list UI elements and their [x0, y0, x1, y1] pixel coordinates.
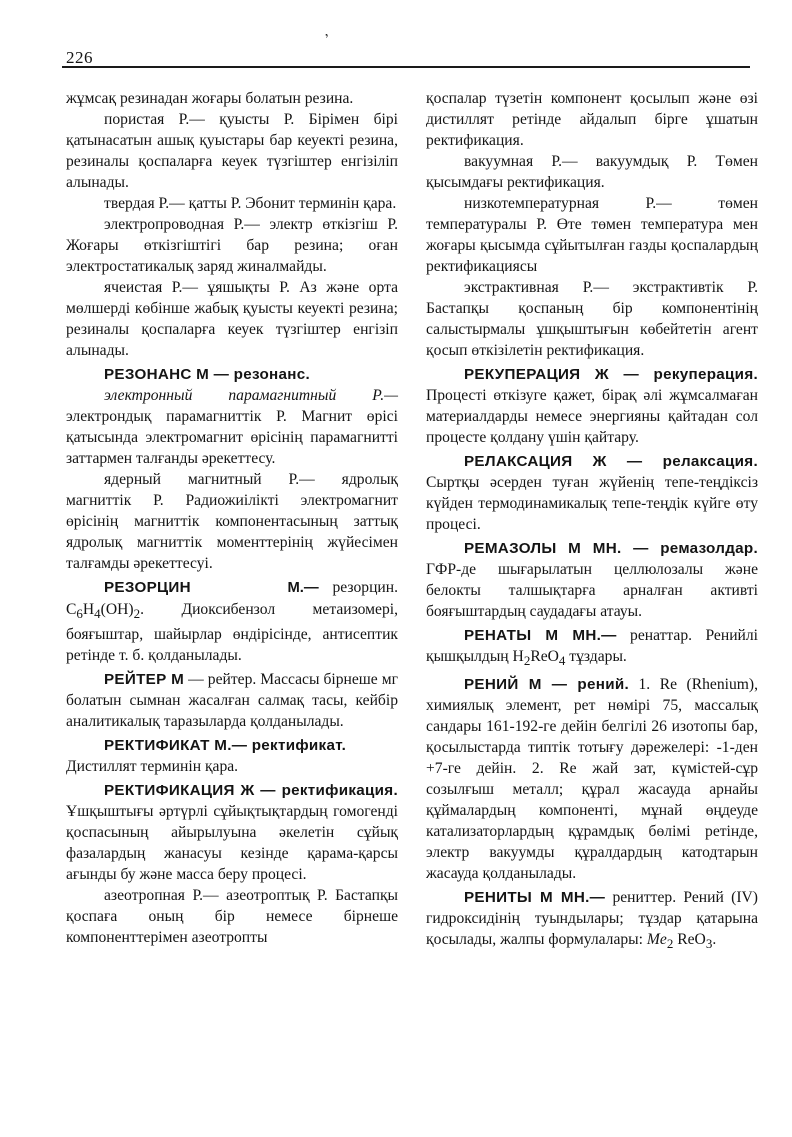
definition: ұяшықты Р. Аз және орта мөлшерді көбінше жабық қуысты кеуекті резина; резиналы қоспаларға кеуек түзгіштер енгізіп алынады.: [66, 279, 398, 359]
definition: .: [712, 931, 717, 949]
formula-subscript: 3: [705, 936, 713, 952]
definition: электрондық парамагниттік Р. Магнит өрісі қатысында электромагнит өрісінің парамагнитті заттармен талғанды әрекеттесу.: [66, 408, 398, 467]
headword: РЕКТИФИКАТ М.— ректификат.: [104, 737, 347, 755]
entry-text: қоспалар түзетін компонент қосылып және өзі дистиллят ретінде айдалып бірге ұшатын ректификация.: [426, 90, 758, 149]
left-column: [66, 88, 398, 948]
headword: РЕЙТЕР М: [104, 671, 185, 689]
definition: Процесті өткізуге қажет, бірақ әлі жұмсалмаған материалдарды немесе энергияны қайтадан сол процесте қолдану үшін қайтару.: [426, 387, 758, 446]
definition: рениттер. Рений (IV) гидроксидінің туындылары; тұздар қатарына қосылады, жалпы формулалары:: [426, 889, 758, 949]
entry-remazoly: [426, 538, 758, 622]
entry-reiter: [66, 669, 398, 732]
header-rule: [62, 66, 750, 68]
russian-term: твердая Р.—: [104, 195, 185, 212]
headword: РЕКУПЕРАЦИЯ Ж — рекуперация.: [464, 366, 758, 383]
definition: азеотроптық Р. Бастапқы қоспаға оның бір немесе бірнеше компоненттерімен азеотропты: [66, 887, 398, 947]
entry-renaty: [426, 625, 758, 671]
formula-part: ReO: [530, 648, 559, 665]
headword: РЕНАТЫ М МН.—: [464, 627, 617, 644]
russian-term: вакуумная Р.—: [464, 153, 578, 170]
subentry-vacuum: [426, 151, 758, 193]
headword: РЕЗОНАНС М — резонанс.: [104, 366, 310, 383]
russian-term: экстрактивная Р.—: [464, 279, 609, 296]
headword: РЕМАЗОЛЫ М МН. — ремазолдар.: [464, 540, 758, 557]
definition: төмен температуралы Р. Өте төмен температура мен жоғары қысымда сұйытылған газды қоспалардың ректификациясы: [426, 195, 758, 275]
russian-term: электропроводная Р.—: [104, 216, 260, 233]
formula-part: (OH): [100, 601, 134, 618]
definition: ренаттар. Ренийлі қышқылдың H: [426, 627, 758, 665]
definition: тұздары.: [565, 648, 627, 665]
subentry-conductive: [66, 214, 398, 277]
subentry-cellular: [66, 277, 398, 361]
definition: электр өткізгіш Р. Жоғары өткізгіштігі бар резина; оған электростатикалық заряд жиналмайды.: [66, 216, 398, 275]
entry-text: жұмсақ резинадан жоғары болатын резина.: [66, 90, 354, 107]
russian-term: пористая Р.—: [104, 111, 205, 128]
formula-subscript: 2: [133, 606, 141, 622]
definition: экстрактивтік Р. Бастапқы қоспаның бір компонентінің салыстырмалы ұшқыштығын көбейтетін агент қосып өткізілетін ректификация.: [426, 279, 758, 359]
subentry-lowtemp: [426, 193, 758, 277]
entry-reniy: [426, 674, 758, 884]
subentry-nmr: [66, 469, 398, 574]
headword: РЕЗОРЦИН: [104, 579, 191, 596]
definition: — рейтер. Массасы бірнеше мг болатын сымнан жасалған салмақ тасы, кейбір аналитикалық таразыларда қолданылады.: [66, 671, 399, 731]
subentry-hard: [66, 193, 398, 214]
formula-part: ReO: [673, 931, 706, 949]
entry-relaksaciya: [426, 451, 758, 535]
formula-subscript: 4: [558, 653, 566, 669]
definition: Сыртқы әсерден туған жүйенің тепе-теңдіксіз күйден термодинамикалық тепе-теңдік күйге өту процесі.: [426, 474, 758, 533]
russian-term: низкотемпературная Р.—: [464, 195, 672, 212]
grammar-label: М.—: [287, 580, 319, 596]
definition: Ұшқыштығы әртүрлі сұйықтықтардың гомогенді қоспасының айырылуына әкелетін сұйық фазалардың жанасуы кезінде қарама-қарсы ағынды бу және масса беру процесі.: [66, 803, 398, 884]
definition: ядролық магниттік Р. Радиожиілікті электромагнит өрісінің магниттік компонентасының заттық ядролық магниттік моменттерінің жүйесімен талғамды әрекеттесуі.: [66, 471, 398, 572]
formula-subscript: 2: [523, 653, 531, 669]
headword: РЕЛАКСАЦИЯ Ж — релаксация.: [464, 453, 758, 470]
subentry-extractive: [426, 277, 758, 361]
entry-rektifikaciya: [66, 780, 398, 885]
entry-rezonans: [66, 364, 398, 385]
subentry-azeotropic: [66, 885, 398, 948]
formula-subscript: 2: [666, 936, 674, 952]
formula-subscript: 4: [94, 606, 101, 622]
entry-rekuperaciya: [426, 364, 758, 448]
subentry-porous: [66, 109, 398, 193]
definition: вакуумдық Р. Төмен қысымдағы ректификация.: [426, 153, 759, 191]
russian-term: электронный парамагнитный Р.—: [104, 387, 398, 404]
definition: қатты Р. Эбонит терминін қара.: [184, 195, 397, 212]
definition: 1. Re (Rhenium), химиялық элемент, рет нөмірі 75, массалық сандары 161-192-ге дейін белгілі 26 изотопы бар, қосылыстарда типтік тотығу дәрежелері: -1-ден +7-ге дейін. 2. Re жай зат, күмістей-сұр созылғыш металл; құрал жасауда арнайы құймалардың компоненті, мұнай өңдеуде катализаторлардың құрамдық бөлімі ретінде, электр вакуумды құралдардың катодтарын жасауда қолданылады.: [426, 676, 758, 883]
definition: Дистиллят терминін қара.: [66, 758, 239, 776]
ink-speck: ʼ: [323, 31, 333, 48]
definition: . Диоксибензол метаизомері, бояғыштар, шайырлар өндірісінде, антисептик ретінде т. б. қолданылады.: [66, 601, 398, 665]
headword: РЕКТИФИКАЦИЯ Ж — ректификация.: [104, 782, 398, 800]
russian-term: ячеистая Р.—: [104, 279, 198, 296]
definition: ГФР-де шығарылатын целлюлозалы және белокты талшықтарға арналған активті бояғыштардың саудадағы атауы.: [426, 561, 758, 620]
entry-rezorcin: [66, 577, 398, 666]
right-column: [426, 88, 758, 954]
definition: қуысты Р. Бірімен бірі қатынасатын ашық қуыстары бар кеуекті резина, резиналы қоспаларға кеуек түзгіштер енгізіліп алынады.: [66, 111, 398, 191]
headword: РЕНИЙ М — рений.: [464, 676, 629, 694]
formula-part: Me: [646, 931, 667, 949]
page-number: 226: [66, 48, 93, 67]
formula-part: H: [82, 601, 95, 618]
definition: резорцин. C: [66, 579, 399, 618]
formula-subscript: 6: [76, 606, 83, 622]
entry-rektifikat: [66, 735, 398, 756]
headword: РЕНИТЫ М МН.—: [464, 889, 606, 907]
entry-renity: [426, 887, 758, 954]
subentry-epr: [66, 385, 398, 469]
russian-term: азеотропная Р.—: [104, 887, 219, 905]
russian-term: ядерный магнитный Р.—: [104, 471, 315, 488]
